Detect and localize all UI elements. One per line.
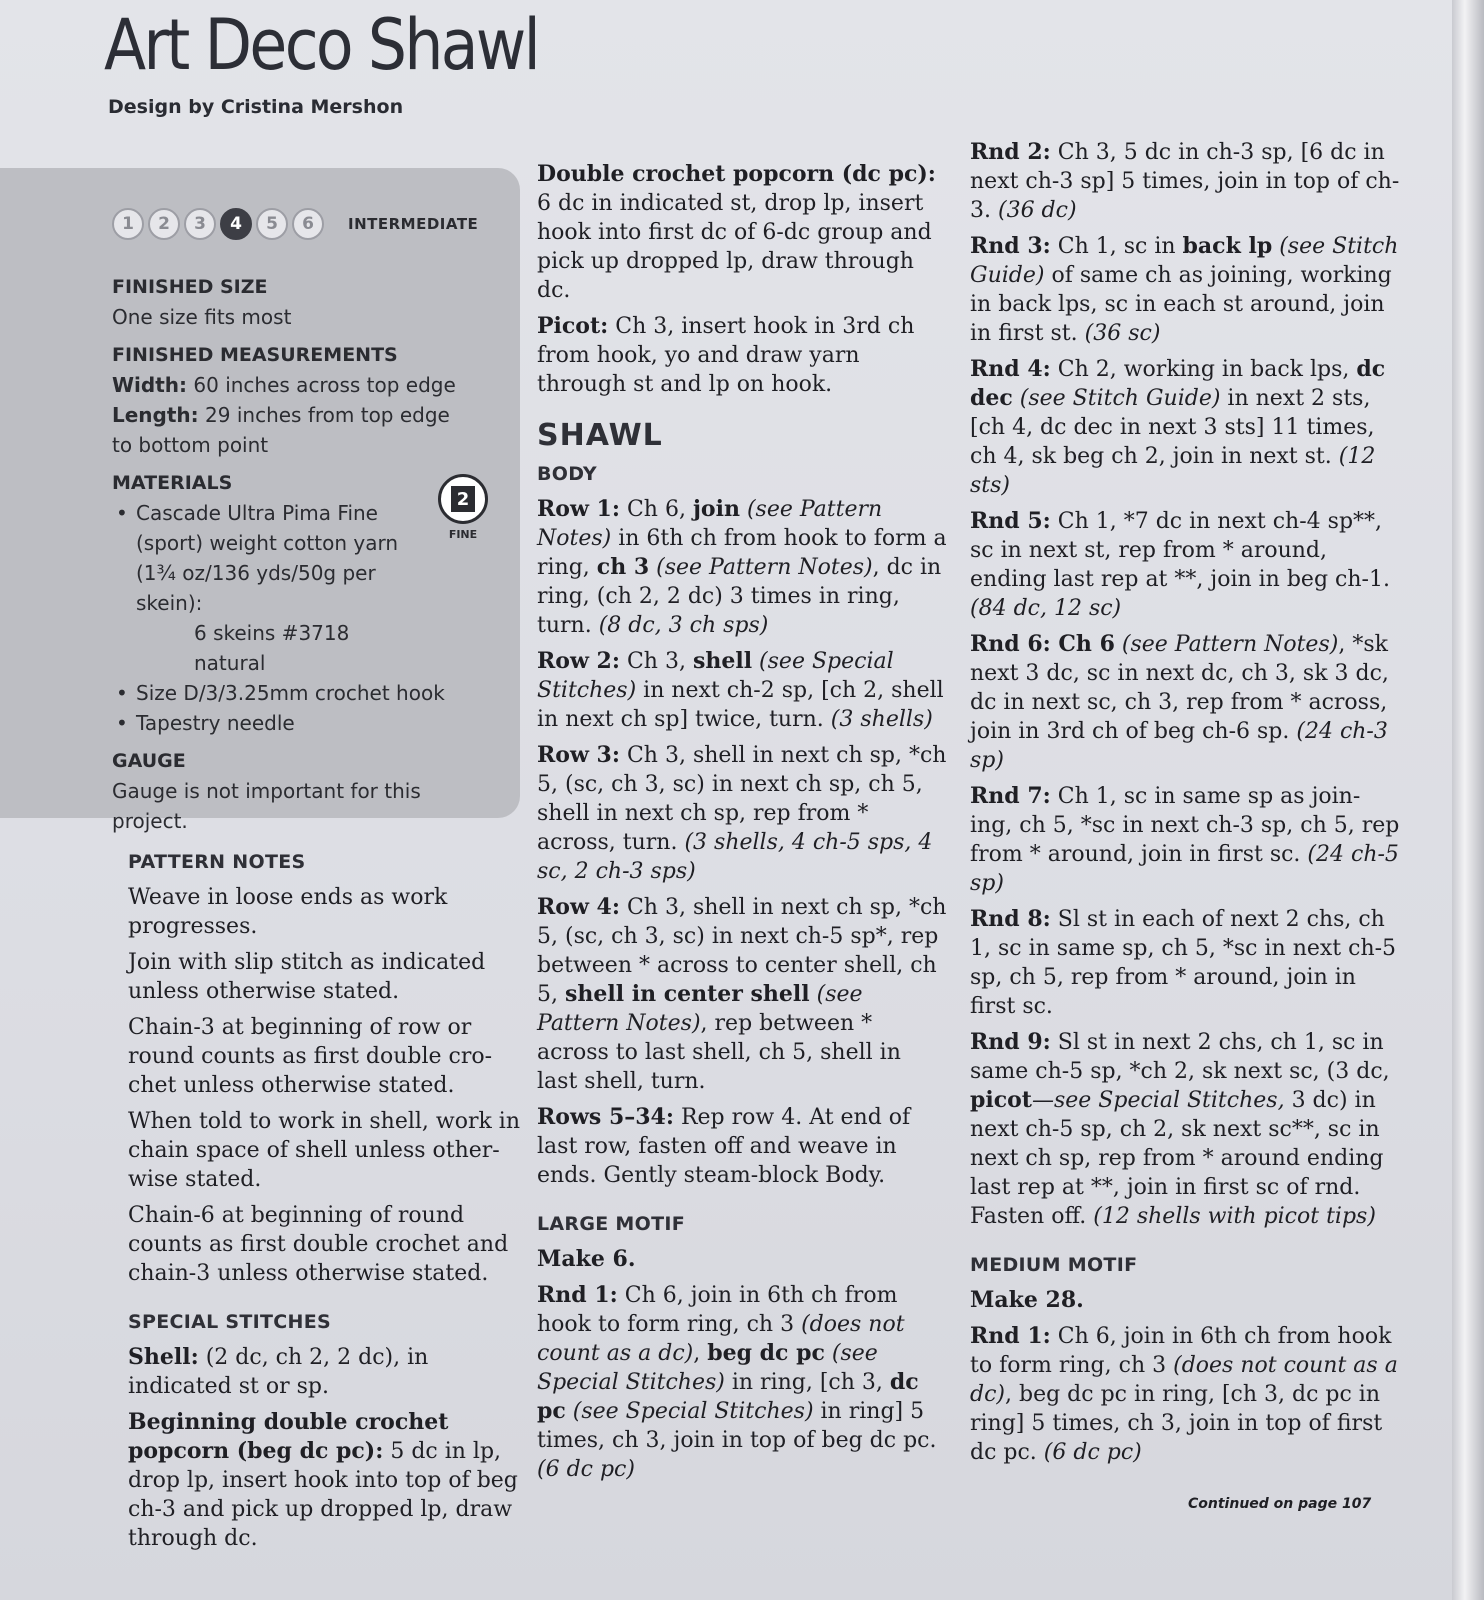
note-4: When told to work in shell, work in chain space of shell unless other-wise stated.	[128, 1109, 521, 1192]
column-1	[128, 848, 533, 1560]
rows-5-34-text: Rep row 4. At end of last row, fasten off and weave in ends. Gently steam-block Body.	[537, 1105, 911, 1188]
large-rnd-1-ref-2: (see Special Stitches)	[565, 1399, 814, 1424]
rnd-2-count: (36 dc)	[997, 198, 1077, 223]
row-1-ref-2: (see Pattern Notes)	[649, 555, 873, 580]
rnd-4-count: (12 sts)	[970, 444, 1376, 498]
length-line	[112, 400, 462, 460]
designer-byline: Design by Cristina Mershon	[108, 96, 404, 118]
rnd-3-ref: (see Stitch Guide)	[970, 234, 1399, 288]
medium-rnd-1-text: Ch 6, join in 6th ch from hook to form ring, ch 3	[970, 1324, 1392, 1378]
width-line	[112, 370, 492, 400]
row-3-count: (3 shells, 4 ch-5 sps, 4 sc, 2 ch-3 sps)	[537, 830, 933, 884]
picot-key: Picot:	[537, 313, 609, 339]
page-binding	[1452, 0, 1484, 1600]
skill-level-scale	[112, 208, 478, 240]
medium-rnd-1-text-2: , beg dc pc in ring, [ch 3, dc pc in ring] 5 times, ch 3, join in top of first dc pc.	[970, 1382, 1383, 1465]
large-rnd-1-dcpc: dc pc	[537, 1369, 919, 1424]
rows-5-34	[537, 1103, 947, 1190]
rnd-2	[970, 138, 1400, 225]
row-1-ch3: ch 3	[596, 554, 650, 580]
rnd-6-ref: (see Pattern Notes)	[1114, 632, 1339, 657]
rnd-7-text: Ch 1, sc in same sp as join-ing, ch 5, *sc in next ch-3 sp, ch 5, rep from * around, join in first sc.	[970, 784, 1400, 867]
length-key: Length:	[112, 403, 199, 427]
row-1	[537, 495, 947, 640]
page-title: Art Deco Shawl	[104, 4, 539, 86]
row-1-count: (8 dc, 3 ch sps)	[598, 613, 769, 638]
row-1-text-2: in 6th ch from hook to form a ring,	[537, 526, 947, 580]
body-heading: BODY	[537, 463, 597, 485]
beg-popcorn-def: 5 dc in lp, drop lp, insert hook into top of beg ch-3 and pick up dropped lp, draw through dc.	[128, 1439, 518, 1551]
rnd-6-count: (24 ch-3 sp)	[970, 719, 1388, 773]
rnd-9-text: Sl st in next 2 chs, ch 1, sc in same ch-5 sp, *ch 2, sk next sc, (3 dc,	[970, 1030, 1390, 1084]
rnd-4-text: Ch 2, working in back lps,	[1050, 357, 1357, 382]
yarn-weight-label: FINE	[448, 528, 478, 541]
width-key: Width:	[112, 373, 188, 397]
row-4-center-shell: shell in center shell	[564, 981, 810, 1007]
rnd-5-text: Ch 1, *7 dc in next ch-4 sp**, sc in next st, rep from * around, ending last rep at **, join in beg ch-1.	[970, 509, 1390, 592]
beg-popcorn-key: Beginning double crochet popcorn (beg dc pc):	[128, 1409, 449, 1464]
popcorn-key: Double crochet popcorn (dc pc):	[537, 161, 936, 187]
large-rnd-1-sep: ,	[693, 1341, 708, 1366]
rnd-3-count: (36 sc)	[1084, 321, 1161, 346]
special-stitches-heading: SPECIAL STITCHES	[128, 1311, 332, 1333]
large-rnd-1-begpc: beg dc pc	[707, 1340, 825, 1366]
row-2-ref: (see Special Stitches)	[537, 649, 894, 703]
large-rnd-1-note: (does not count as a dc)	[537, 1312, 905, 1366]
rnd-9-ref: —see Special Stitches,	[1031, 1088, 1285, 1113]
row-2-text-2: in next ch-2 sp, [ch 2, shell in next ch sp] twice, turn.	[537, 678, 944, 732]
large-rnd-1-key: Rnd 1:	[537, 1282, 618, 1308]
yarn-weight-number: 2	[451, 486, 475, 512]
row-1-ref: (see Pattern Notes)	[537, 497, 883, 551]
large-motif-make: Make 6.	[537, 1246, 636, 1272]
rnd-8-key: Rnd 8:	[970, 906, 1051, 932]
rnd-9-picot: picot	[970, 1087, 1032, 1113]
column-2	[537, 160, 947, 1491]
note-3: Chain-3 at beginning of row or round counts as first double cro-chet unless otherwise stated.	[128, 1015, 493, 1098]
picot-stitch	[537, 312, 947, 399]
rnd-8-text: Sl st in each of next 2 chs, ch 1, sc in same sp, ch 5, *sc in next ch-5 sp, ch 5, rep from * around, join in first sc.	[970, 907, 1397, 1019]
material-yarn-amount: 6 skeins #3718 natural	[194, 621, 350, 675]
rnd-3	[970, 232, 1400, 348]
skill-level-1: 1	[112, 208, 144, 240]
row-1-text: Ch 6,	[619, 497, 693, 522]
row-3-key: Row 3:	[537, 742, 620, 768]
rnd-3-back-lp: back lp	[1182, 233, 1273, 259]
rnd-3-key: Rnd 3:	[970, 233, 1051, 259]
row-2-shell: shell	[692, 648, 753, 674]
shawl-heading: SHAWL	[537, 418, 663, 453]
column-3	[970, 138, 1400, 1474]
picot-def: Ch 3, insert hook in 3rd ch from hook, yo and draw yarn through st and lp on hook.	[537, 314, 915, 397]
materials-heading: MATERIALS	[112, 472, 233, 494]
rnd-4-text-2: in next 2 sts, [ch 4, dc dec in next 3 sts] 11 times, ch 4, sk beg ch 2, join in next st.	[970, 386, 1375, 469]
rnd-4	[970, 355, 1400, 500]
skill-level-6: 6	[292, 208, 324, 240]
rows-5-34-key: Rows 5–34:	[537, 1104, 674, 1130]
finished-size-heading: FINISHED SIZE	[112, 276, 268, 298]
material-yarn-text: Cascade Ultra Pima Fine (sport) weight cotton yarn (1¾ oz/136 yds/50g per skein):	[136, 501, 398, 615]
pattern-notes-heading: PATTERN NOTES	[128, 851, 306, 873]
rnd-3-text: Ch 1, sc in	[1050, 234, 1183, 259]
row-4-text: Ch 3, shell in next ch sp, *ch 5, (sc, ch 3, sc) in next ch-5 sp*, rep between * across to center shell, ch 5,	[537, 895, 947, 1007]
material-yarn	[112, 498, 406, 678]
medium-rnd-1-count: (6 dc pc)	[1043, 1440, 1142, 1465]
rnd-4-key: Rnd 4:	[970, 356, 1051, 382]
rnd-9-text-2: 3 dc) in next ch-5 sp, ch 2, sk next sc**, sc in next ch sp, rep from * around ending last rep at **, join in first sc of rnd. Fasten off.	[970, 1088, 1384, 1229]
length-value: 29 inches from top edge to bottom point	[112, 403, 450, 457]
skill-level-2: 2	[148, 208, 180, 240]
large-motif-heading: LARGE MOTIF	[537, 1213, 685, 1235]
gauge-heading: GAUGE	[112, 750, 186, 772]
rnd-7	[970, 782, 1400, 898]
shell-stitch	[128, 1343, 533, 1401]
rnd-5-count: (84 dc, 12 sc)	[970, 596, 1122, 621]
large-rnd-1-text-3: in ring] 5 times, ch 3, join in top of beg dc pc.	[537, 1399, 937, 1453]
rnd-9	[970, 1028, 1400, 1231]
beg-popcorn-stitch	[128, 1408, 533, 1553]
rnd-3-text-2: of same ch as joining, working in back lps, sc in each st around, join in first st.	[970, 263, 1392, 346]
note-5: Chain-6 at beginning of round counts as first double crochet and chain-3 unless otherwise stated.	[128, 1203, 509, 1286]
rnd-6-key: Rnd 6: Ch 6	[970, 631, 1115, 657]
large-rnd-1-text-2: in ring, [ch 3,	[724, 1370, 890, 1395]
measurements-heading: FINISHED MEASUREMENTS	[112, 344, 398, 366]
row-4-ref: (see Pattern Notes)	[537, 982, 863, 1036]
skill-level-label: INTERMEDIATE	[348, 215, 479, 233]
rnd-4-ref: (see Stitch Guide)	[1012, 386, 1221, 411]
row-4-text-2: , rep between * across to last shell, ch 5, shell in last shell, turn.	[537, 1011, 901, 1094]
rnd-8	[970, 905, 1400, 1021]
gauge-text: Gauge is not important for this project.	[112, 779, 421, 833]
note-2: Join with slip stitch as indicated unless otherwise stated.	[128, 950, 486, 1004]
material-needle: • Tapestry needle	[112, 708, 496, 738]
row-2-key: Row 2:	[537, 648, 620, 674]
rnd-2-key: Rnd 2:	[970, 139, 1051, 165]
skill-level-5: 5	[256, 208, 288, 240]
continued-on-page: Continued on page 107	[1188, 1496, 1372, 1512]
skill-level-4-selected: 4	[220, 208, 252, 240]
medium-rnd-1-key: Rnd 1:	[970, 1323, 1051, 1349]
rnd-7-key: Rnd 7:	[970, 783, 1051, 809]
project-info-box	[0, 168, 520, 833]
large-rnd-1	[537, 1281, 947, 1484]
row-3-text: Ch 3, shell in next ch sp, *ch 5, (sc, ch 3, sc) in next ch sp, ch 5, shell in next ch sp, rep from * across, turn.	[537, 743, 947, 855]
rnd-4-dc-dec: dc dec	[970, 356, 1386, 411]
row-1-key: Row 1:	[537, 496, 620, 522]
row-3	[537, 741, 947, 886]
large-rnd-1-ref: (see Special Stitches)	[537, 1341, 878, 1395]
row-4-key: Row 4:	[537, 894, 620, 920]
row-2-text: Ch 3,	[619, 649, 693, 674]
rnd-5-key: Rnd 5:	[970, 508, 1051, 534]
rnd-9-key: Rnd 9:	[970, 1029, 1051, 1055]
medium-rnd-1	[970, 1322, 1400, 1467]
width-value: 60 inches across top edge	[187, 373, 456, 397]
row-2-count: (3 shells)	[830, 707, 933, 732]
rnd-7-count: (24 ch-5 sp)	[970, 842, 1399, 896]
large-rnd-1-count: (6 dc pc)	[537, 1457, 635, 1482]
rnd-5	[970, 507, 1400, 623]
yarn-weight-symbol	[428, 474, 498, 541]
project-info-text	[112, 264, 492, 836]
row-2	[537, 647, 947, 734]
medium-motif-make: Make 28.	[970, 1287, 1084, 1313]
row-4	[537, 893, 947, 1096]
medium-rnd-1-note: (does not count as a dc)	[970, 1353, 1398, 1407]
popcorn-def: 6 dc in indicated st, drop lp, insert hook into first dc of 6-dc group and pick up dropped lp, draw through dc.	[537, 191, 932, 303]
rnd-6-text: , *sk next 3 dc, sc in next dc, ch 3, sk 3 dc, dc in next sc, ch 3, rep from * across, join in 3rd ch of beg ch-6 sp.	[970, 632, 1389, 744]
finished-size-text: One size fits most	[112, 305, 292, 329]
rnd-2-text: Ch 3, 5 dc in ch-3 sp, [6 dc in next ch-3 sp] 5 times, join in top of ch-3.	[970, 140, 1400, 223]
large-motif-count	[537, 1245, 947, 1274]
medium-motif-count	[970, 1286, 1400, 1315]
rnd-6	[970, 630, 1400, 775]
skill-level-3: 3	[184, 208, 216, 240]
row-1-join: join	[692, 496, 740, 522]
shell-key: Shell:	[128, 1344, 199, 1370]
row-1-text-3: , dc in ring, (ch 2, 2 dc) 3 times in ring, turn.	[537, 555, 942, 638]
shell-def: (2 dc, ch 2, 2 dc), in indicated st or sp.	[128, 1345, 429, 1399]
rnd-9-count: (12 shells with picot tips)	[1093, 1204, 1376, 1229]
large-rnd-1-text: Ch 6, join in 6th ch from hook to form ring, ch 3	[537, 1283, 898, 1337]
medium-motif-heading: MEDIUM MOTIF	[970, 1254, 1138, 1276]
yarn-skein-icon	[438, 474, 488, 524]
note-1: Weave in loose ends as work progresses.	[128, 885, 448, 939]
material-hook: • Size D/3/3.25mm crochet hook	[112, 678, 496, 708]
popcorn-stitch	[537, 160, 947, 305]
